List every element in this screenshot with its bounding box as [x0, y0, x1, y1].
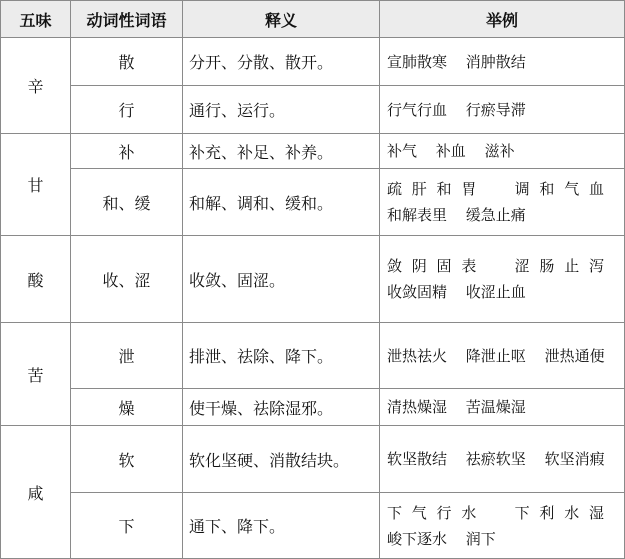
example-term: 润下: [465, 529, 496, 548]
meaning-cell: 通下、降下。: [183, 493, 380, 559]
meaning-cell: 排泄、祛除、降下。: [183, 323, 380, 389]
table-body: [1, 38, 625, 559]
verb-cell: 燥: [71, 389, 183, 426]
example-term: 峻下逐水: [387, 529, 448, 548]
verb-cell: 收、涩: [71, 236, 183, 323]
example-term: 苦温燥湿: [465, 398, 526, 416]
verb-cell: 补: [71, 134, 183, 169]
table-row: [1, 389, 625, 426]
example-term: 缓急止痛: [465, 206, 526, 224]
example-term: 软坚消瘕: [544, 450, 605, 468]
verb-cell: 行: [71, 86, 183, 134]
meaning-cell: 软化坚硬、消散结块。: [183, 426, 380, 493]
example-cell: [380, 169, 625, 236]
example-term: 消肿散结: [465, 52, 526, 71]
verb-cell: 泄: [71, 323, 183, 389]
example-term: 疏肝和胃: [387, 180, 487, 198]
example-term: 收敛固精: [387, 283, 448, 301]
example-term: 泄热祛火: [387, 346, 448, 365]
example-term: 下气行水: [387, 503, 487, 522]
example-cell: [380, 86, 625, 134]
meaning-cell: 通行、运行。: [183, 86, 380, 134]
table-row: [1, 134, 625, 169]
example-term: 敛阴固表: [387, 257, 487, 275]
example-term: 下利水湿: [514, 503, 604, 522]
example-term: 收涩止血: [465, 283, 526, 301]
flavor-cell: 辛: [1, 38, 71, 134]
verb-cell: 散: [71, 38, 183, 86]
example-term: 补气: [387, 142, 418, 160]
example-cell: [380, 389, 625, 426]
example-cell: [380, 426, 625, 493]
example-term: 和解表里: [387, 206, 448, 224]
table-row: [1, 493, 625, 559]
flavor-cell: 酸: [1, 236, 71, 323]
example-cell: [380, 134, 625, 169]
meaning-cell: 使干燥、祛除湿邪。: [183, 389, 380, 426]
table-row: [1, 323, 625, 389]
header-meaning: 释义: [183, 1, 380, 38]
example-term: 涩肠止泻: [514, 257, 604, 275]
example-term: 降泄止呕: [465, 346, 526, 365]
verb-cell: 软: [71, 426, 183, 493]
meaning-cell: 补充、补足、补养。: [183, 134, 380, 169]
example-term: 滋补: [484, 142, 515, 160]
meaning-cell: 收敛、固涩。: [183, 236, 380, 323]
meaning-cell: 和解、调和、缓和。: [183, 169, 380, 236]
example-term: 行瘀导滞: [465, 100, 526, 119]
flavor-cell: 苦: [1, 323, 71, 426]
flavor-cell: 咸: [1, 426, 71, 559]
example-term: 清热燥湿: [387, 398, 448, 416]
example-cell: [380, 236, 625, 323]
meaning-cell: 分开、分散、散开。: [183, 38, 380, 86]
header-row: [1, 1, 625, 38]
example-cell: [380, 38, 625, 86]
example-cell: [380, 493, 625, 559]
table-row: [1, 86, 625, 134]
example-term: 泄热通便: [544, 346, 605, 365]
flavor-cell: 甘: [1, 134, 71, 236]
table-row: [1, 38, 625, 86]
example-term: 行气行血: [387, 100, 448, 119]
example-term: 祛瘀软坚: [465, 450, 526, 468]
header-verb: 动词性词语: [71, 1, 183, 38]
example-term: 补血: [435, 142, 466, 160]
verb-cell: 和、缓: [71, 169, 183, 236]
header-example: 举例: [380, 1, 625, 38]
table-row: [1, 169, 625, 236]
table-row: [1, 426, 625, 493]
header-flavor: 五味: [1, 1, 71, 38]
example-cell: [380, 323, 625, 389]
table-row: [1, 236, 625, 323]
example-term: 调和气血: [514, 180, 604, 198]
example-term: 宣肺散寒: [387, 52, 448, 71]
example-term: 软坚散结: [387, 450, 448, 468]
verb-cell: 下: [71, 493, 183, 559]
